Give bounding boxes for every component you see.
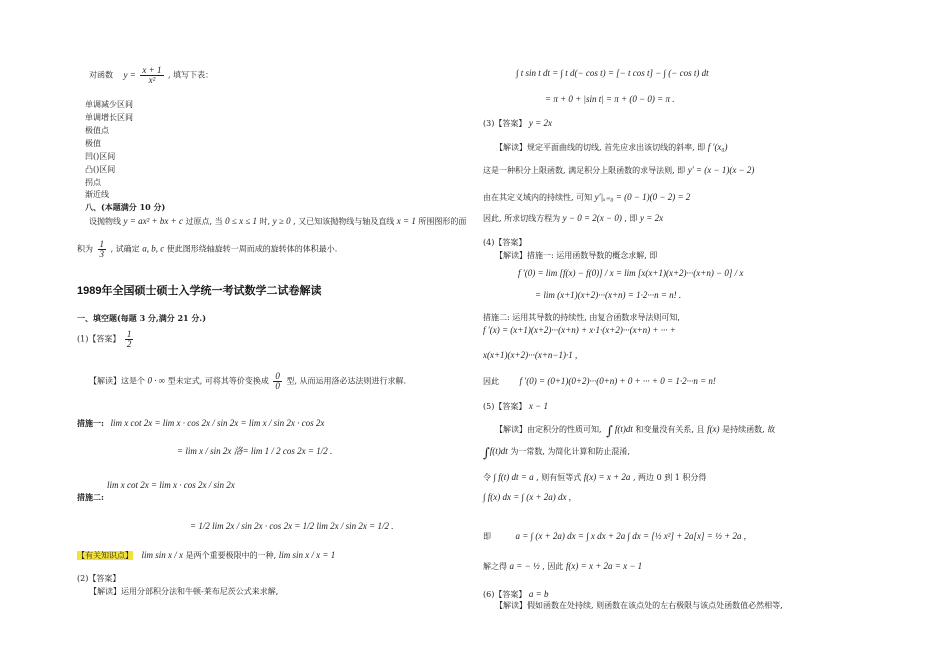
expl-text: 解之得 [483, 562, 507, 571]
explanation-5-l3 [483, 472, 706, 483]
knowledge-math: lim sin x / x = 1 [278, 550, 336, 560]
method-label: 措施二: [77, 492, 104, 502]
explanation-3-l2 [483, 165, 754, 176]
answer-4: (4)【答案】 [483, 238, 527, 247]
a5-l5: a = ∫ (x + 2a) dx = ∫ x dx + 2a ∫ dx = [½ x²] + 2a[x] = ½ + 2a , [515, 531, 746, 541]
explanation-4: 【解读】措施一: 运用函数导数的概念求解, 即 [495, 251, 658, 260]
a4-eq3: f ′(x) = (x+1)(x+2)···(x+n) + x·1·(x+2)···(x+n) + ··· + [483, 325, 676, 335]
expl-math: f(x) = x + 2a [583, 472, 631, 482]
a4-eq5-line [483, 376, 716, 387]
q8-text: 积为 [77, 244, 93, 254]
expl-math: y′ = (x − 1)(x − 2) [687, 165, 755, 175]
q8-text: 设抛物线 [89, 217, 121, 226]
knowledge-tag: 【有关知识点】 [77, 551, 133, 560]
explanation-3-l4 [483, 213, 663, 224]
a4-method-2: 措施二: 运用其导数的持续性, 由复合函数求导法则可知, [483, 313, 680, 322]
expl-math: a = − ½ [509, 561, 540, 571]
expl-text: 型未定式, 可将其等价变换成 [167, 376, 269, 386]
answer-value: x − 1 [528, 401, 548, 411]
function-intro [89, 66, 213, 85]
expl-math: y = 2x [640, 213, 664, 223]
func-lhs: y = [123, 69, 136, 80]
answer-5 [483, 401, 548, 412]
q8-equation: 0 ≤ x ≤ 1 [225, 216, 258, 226]
method-2-cont: = 1/2 lim 2x / sin 2x · cos 2x = 1/2 lim 2x / sin 2x = 1/2 . [190, 521, 394, 531]
q8-equation: y ≥ 0 [272, 216, 291, 226]
explanation-5: 【解读】由定积分的性质可知, ∫ f(t)dt 和变量没有关系, 且 f(x) 是持续函数, 故 [495, 424, 776, 439]
table-row: 极值点 [85, 126, 109, 135]
answer-label: (6)【答案】 [483, 590, 527, 599]
method-1-cont: = lim x / sin 2x 洛= lim 1 / 2 cos 2x = 1/2 . [177, 446, 333, 456]
a4-eq4: x(x+1)(x+2)···(x+n−1)·1 , [483, 350, 578, 360]
frac-den: 3 [99, 249, 105, 259]
q8-text: , 试确定 [110, 244, 140, 254]
method-label: 措施一: [77, 418, 104, 428]
explanation-3-l3 [483, 192, 690, 203]
intro-suffix: , 填写下表： [168, 70, 214, 80]
func-fraction [140, 66, 163, 85]
knowledge-text: 是两个重要极限中的一种, [185, 551, 277, 560]
a5-l6 [483, 561, 642, 572]
method-math: lim x cot 2x = lim x · cos 2x / sin 2x = lim x / sin 2x · cos 2x [110, 418, 325, 428]
expl-text: 为一常数, 为简化计算和防止混淆, [510, 447, 630, 456]
answer-value: y = 2x [528, 118, 552, 128]
integral-line-2: = π + 0 + |sin t| = π + (0 − 0) = π . [545, 94, 675, 104]
knowledge-note [77, 550, 335, 561]
frac-num: 0 [275, 371, 280, 381]
table-row: 单调增长区间 [85, 113, 133, 122]
frac-num: 1 [126, 329, 132, 339]
q8-text: 所围图形的面 [418, 217, 467, 226]
method-1 [77, 406, 324, 429]
expl-math: 0 · ∞ [147, 375, 166, 386]
section-title: 1989年全国硕士硕士入学统一考试数学二试卷解读 [77, 285, 322, 297]
answer-label: (1)【答案】 [77, 334, 121, 344]
q8-equation: x = 1 [396, 216, 416, 226]
right-column [483, 0, 878, 672]
explanation-5-l2: ∫f(t)dt 为一常数, 为简化计算和防止混淆, [483, 446, 630, 461]
zero-over-zero [273, 372, 282, 391]
a5-l5-line [483, 522, 746, 542]
q8-equation: y = ax² + bx + c [123, 216, 183, 226]
area-fraction [98, 240, 107, 259]
answer-label: (5)【答案】 [483, 402, 527, 411]
expl-text: 【解读】规定平面曲线的切线, 首先应求出该切线的斜率, 即 [495, 143, 706, 152]
expl-text: 型, 从而运用洛必达法则进行求解. [286, 376, 407, 386]
frac-den: 2 [126, 339, 132, 349]
expl-text: , 即 [624, 214, 638, 223]
q8-equation: a, b, c [142, 243, 165, 254]
q8-line1 [89, 216, 466, 227]
table-row: 凹()区间 [85, 152, 116, 161]
explanation-6: 【解读】假如函数在处持续, 则函数在该点处的左右极限与该点处函数值必然相等, [495, 601, 783, 610]
expl-math: ∫ f(t) dt = a [493, 472, 534, 482]
expl-text: 这是一种积分上限函数, 满足积分上限函数的求导法则, 即 [483, 166, 686, 175]
expl-math: f(x) = x + 2a = x − 1 [565, 561, 643, 571]
expl-text: 和变量没有关系, 且 [635, 425, 705, 434]
table-row: 凸()区间 [85, 165, 116, 174]
answer-3 [483, 118, 552, 129]
frac-num: 1 [99, 239, 105, 249]
answer-2: (2)【答案】 [77, 574, 121, 583]
a4-eq2: = lim (x+1)(x+2)···(x+n) = 1·2···n = n! . [535, 290, 682, 300]
frac-den: 0 [275, 381, 280, 391]
left-column [72, 0, 472, 672]
a4-eq1: f ′(0) = lim [f(x) − f(0)] / x = lim [x(x+1)(x+2)···(x+n) − 0] / x [518, 268, 744, 278]
func-den: x² [148, 75, 156, 85]
q8-text: , 又已知该抛物线与轴及直线 [293, 217, 395, 226]
expl-text: , 两边 0 到 1 积分得 [632, 473, 707, 482]
expl-text: , 因此 [542, 562, 564, 571]
expl-text: 令 [483, 473, 491, 482]
explanation-2: 【解读】运用分部积分法和牛顿-莱布尼茨公式来求解, [89, 587, 279, 596]
expl-math: y − 0 = 2(x − 0) [562, 213, 622, 223]
q8-text: 时, [259, 217, 271, 226]
expl-text: 由在其定义域内的持续性, 可知 [483, 193, 593, 202]
intro-prefix: 对函数 [89, 70, 113, 80]
answer-1 [77, 330, 135, 349]
knowledge-math: lim sin x / x [141, 550, 184, 560]
table-row: 极值 [85, 139, 101, 148]
table-row: 拐点 [85, 178, 101, 187]
expl-text: , 则有恒等式 [536, 473, 582, 482]
explanation-1 [89, 372, 406, 391]
q8-title: 八、(本题满分 10 分) [85, 202, 166, 212]
expl-text: 【解读】由定积分的性质可知, [495, 425, 602, 434]
integral-line-1: ∫ t sin t dt = ∫ t d(− cos t) = [− t cos t] − ∫ (− cos t) dt [516, 68, 709, 78]
expl-text: 因此, 所求切线方程为 [483, 214, 561, 223]
expl-text: 因此 [483, 377, 499, 386]
q8-text: 使此图形绕轴旋转一周而成的旋转体的体积最小. [166, 244, 338, 254]
a5-l4: ∫ f(x) dx = ∫ (x + 2a) dx , [483, 492, 572, 502]
expl-text: 是持续函数, 故 [722, 425, 776, 434]
part-title: 一、填空题(每题 3 分,满分 21 分.) [77, 313, 206, 323]
expl-text: 【解读】这是个 [89, 376, 145, 386]
a4-eq5: f ′(0) = (0+1)(0+2)···(0+n) + 0 + ··· + 0 = 1·2···n = n! [519, 376, 716, 386]
table-row: 渐近线 [85, 190, 109, 199]
expl-text: 即 [483, 532, 491, 541]
q8-text: 过原点, 当 [185, 217, 223, 226]
func-num: x + 1 [142, 65, 162, 75]
table-row: 单调减少区间 [85, 100, 133, 109]
expl-math: f ′(x₀) [707, 142, 728, 152]
expl-math: y′|ₓ₌₀ = (0 − 1)(0 − 2) = 2 [594, 192, 691, 202]
answer-6 [483, 589, 548, 600]
answer-fraction [125, 330, 134, 349]
answer-value: a = b [528, 589, 549, 599]
q8-line2 [77, 240, 337, 259]
method-2-first: lim x cot 2x = lim x · cos 2x / sin 2x [107, 480, 235, 490]
explanation-3 [495, 142, 728, 153]
answer-label: (3)【答案】 [483, 119, 527, 128]
